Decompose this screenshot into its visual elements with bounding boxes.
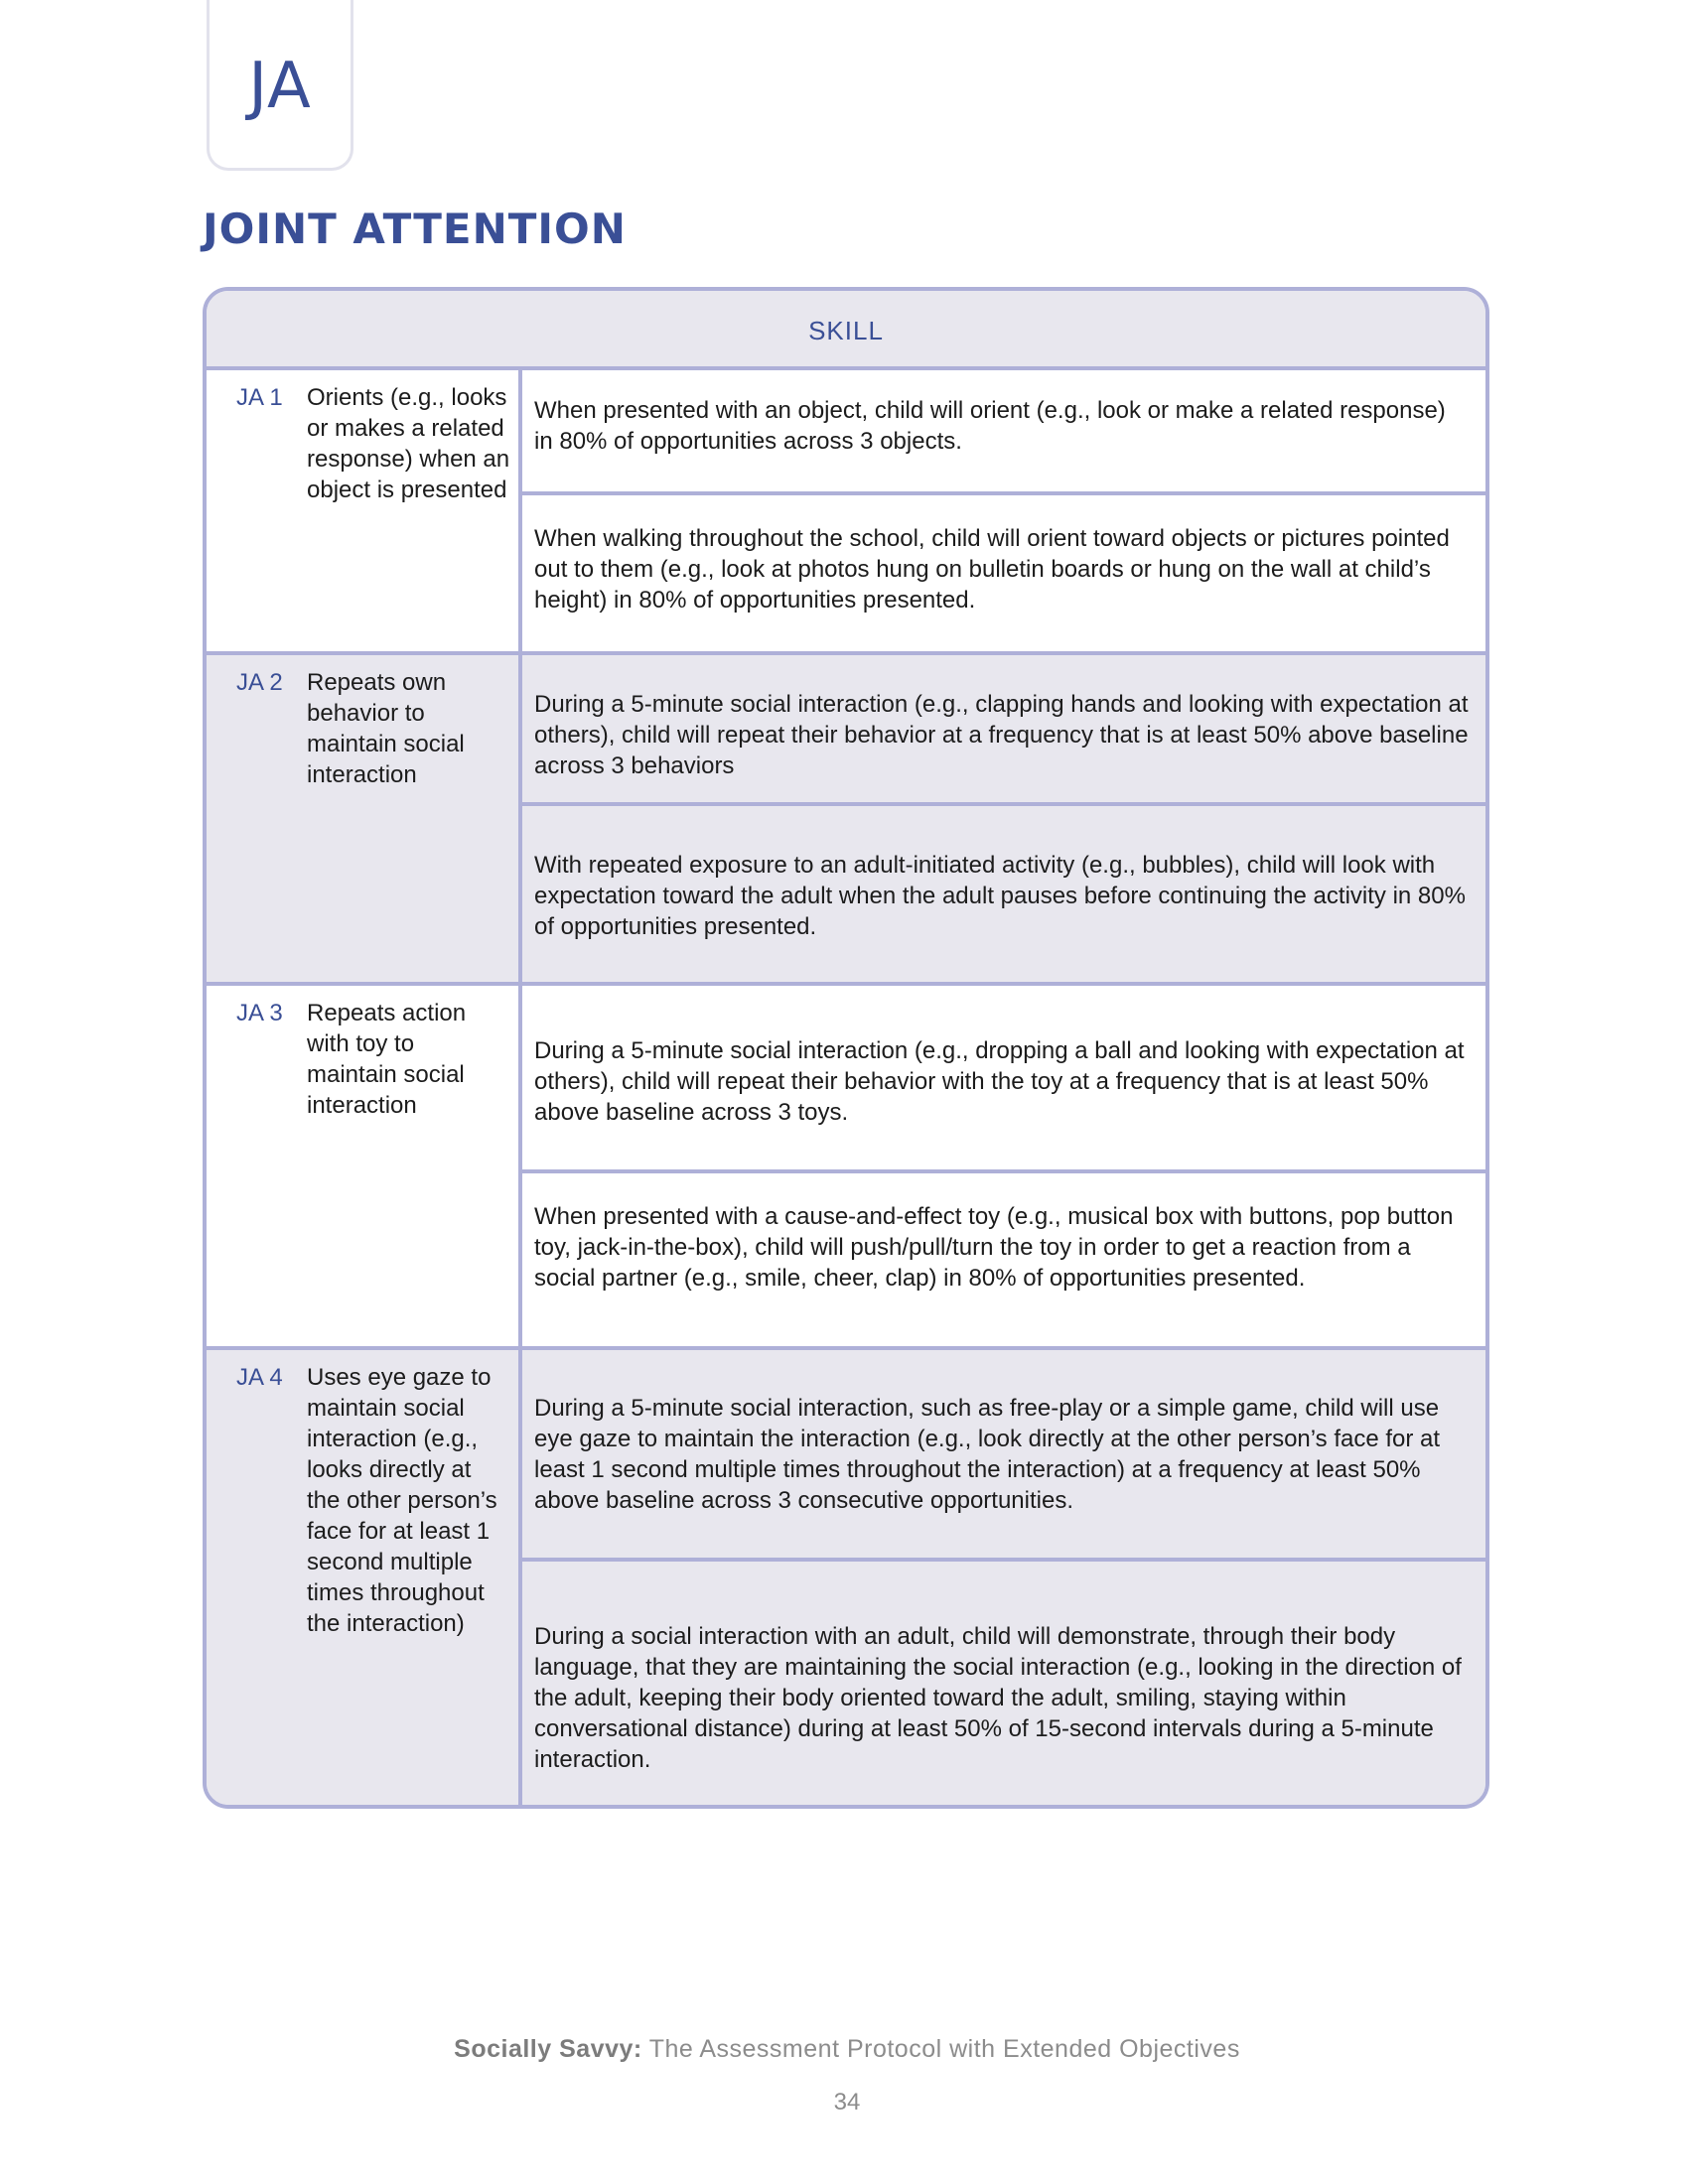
objective-text: During a 5-minute social interaction (e.g., clapping hands and looking with expectation at others), child will repeat their behavior at a frequency that is at least 50% above baseline across 3 behaviors bbox=[534, 691, 1469, 779]
objective-text: During a 5-minute social interaction (e.g., dropping a ball and looking with expectation at others), child will repeat their behavior with the toy at a frequency that is at least 50% above baseline across 3 toys. bbox=[534, 1037, 1465, 1126]
objective-cell bbox=[522, 1562, 1485, 1809]
table-row-ja2 bbox=[207, 651, 1485, 982]
skill-code: JA 2 bbox=[236, 669, 283, 696]
skill-cell bbox=[207, 986, 522, 1346]
section-tab-label: JA bbox=[248, 50, 312, 123]
skill-description: Orients (e.g., looks or makes a related response) when an object is presented bbox=[307, 384, 510, 503]
skill-code: JA 4 bbox=[236, 1364, 283, 1391]
table-header: SKILL bbox=[207, 291, 1485, 370]
objective-text: With repeated exposure to an adult-initiated activity (e.g., bubbles), child will look with expectation toward the adult when the adult pauses before continuing the activity in 80% of opportunities presented. bbox=[534, 852, 1466, 940]
footer-book-subtitle: The Assessment Protocol with Extended Objectives bbox=[641, 2035, 1240, 2063]
objective-cell bbox=[522, 806, 1485, 982]
objective-text: During a 5-minute social interaction, such as free-play or a simple game, child will use eye gaze to maintain the interaction (e.g., look directly at the other person’s face for at least 1 second multiple times throughout the interaction) at a frequency at least 50% above baseline across 3 consecutive opportunities. bbox=[534, 1395, 1441, 1514]
skill-description: Uses eye gaze to maintain social interaction (e.g., looks directly at the other person’s face for at least 1 second multiple times throughout the interaction) bbox=[307, 1364, 497, 1637]
objective-text: When presented with an object, child will orient (e.g., look or make a related response) in 80% of opportunities across 3 objects. bbox=[534, 397, 1446, 455]
table-row-ja3 bbox=[207, 982, 1485, 1346]
objective-cell bbox=[522, 655, 1485, 806]
section-tab bbox=[207, 0, 353, 171]
objective-cell bbox=[522, 986, 1485, 1173]
objective-cell bbox=[522, 1173, 1485, 1346]
skill-description: Repeats own behavior to maintain social interaction bbox=[307, 669, 465, 788]
skill-code: JA 1 bbox=[236, 384, 283, 411]
skill-code: JA 3 bbox=[236, 1000, 283, 1026]
footer-book-title bbox=[0, 2035, 1694, 2064]
objective-cell bbox=[522, 495, 1485, 651]
skill-cell bbox=[207, 370, 522, 651]
skill-cell bbox=[207, 655, 522, 982]
page-number: 34 bbox=[833, 2089, 861, 2116]
objective-cell bbox=[522, 1350, 1485, 1562]
objective-cell bbox=[522, 370, 1485, 495]
page-title: JOINT ATTENTION bbox=[203, 205, 627, 253]
footer-book-title-bold: Socially Savvy: bbox=[454, 2035, 642, 2063]
table-row-ja1 bbox=[207, 370, 1485, 651]
objective-text: When presented with a cause-and-effect toy (e.g., musical box with buttons, pop button toy, jack-in-the-box), child will push/pull/turn the toy in order to get a reaction from a social partner (e.g., smile, cheer, clap) in 80% of opportunities presented. bbox=[534, 1203, 1454, 1292]
objective-text: During a social interaction with an adult, child will demonstrate, through their body language, that they are maintaining the social interaction (e.g., looking in the direction of the adult, keeping their body oriented toward the adult, smiling, staying within conversational distance) during at least 50% of 15-second intervals during a 5-minute interaction. bbox=[534, 1623, 1462, 1773]
skill-description: Repeats action with toy to maintain social interaction bbox=[307, 1000, 467, 1119]
table-row-ja4 bbox=[207, 1346, 1485, 1809]
objective-text: When walking throughout the school, child will orient toward objects or pictures pointed out to them (e.g., look at photos hung on bulletin boards or hung on the wall at child’s height) in 80% of opportunities presented. bbox=[534, 525, 1450, 614]
skill-cell bbox=[207, 1350, 522, 1809]
skills-table bbox=[203, 287, 1489, 1809]
